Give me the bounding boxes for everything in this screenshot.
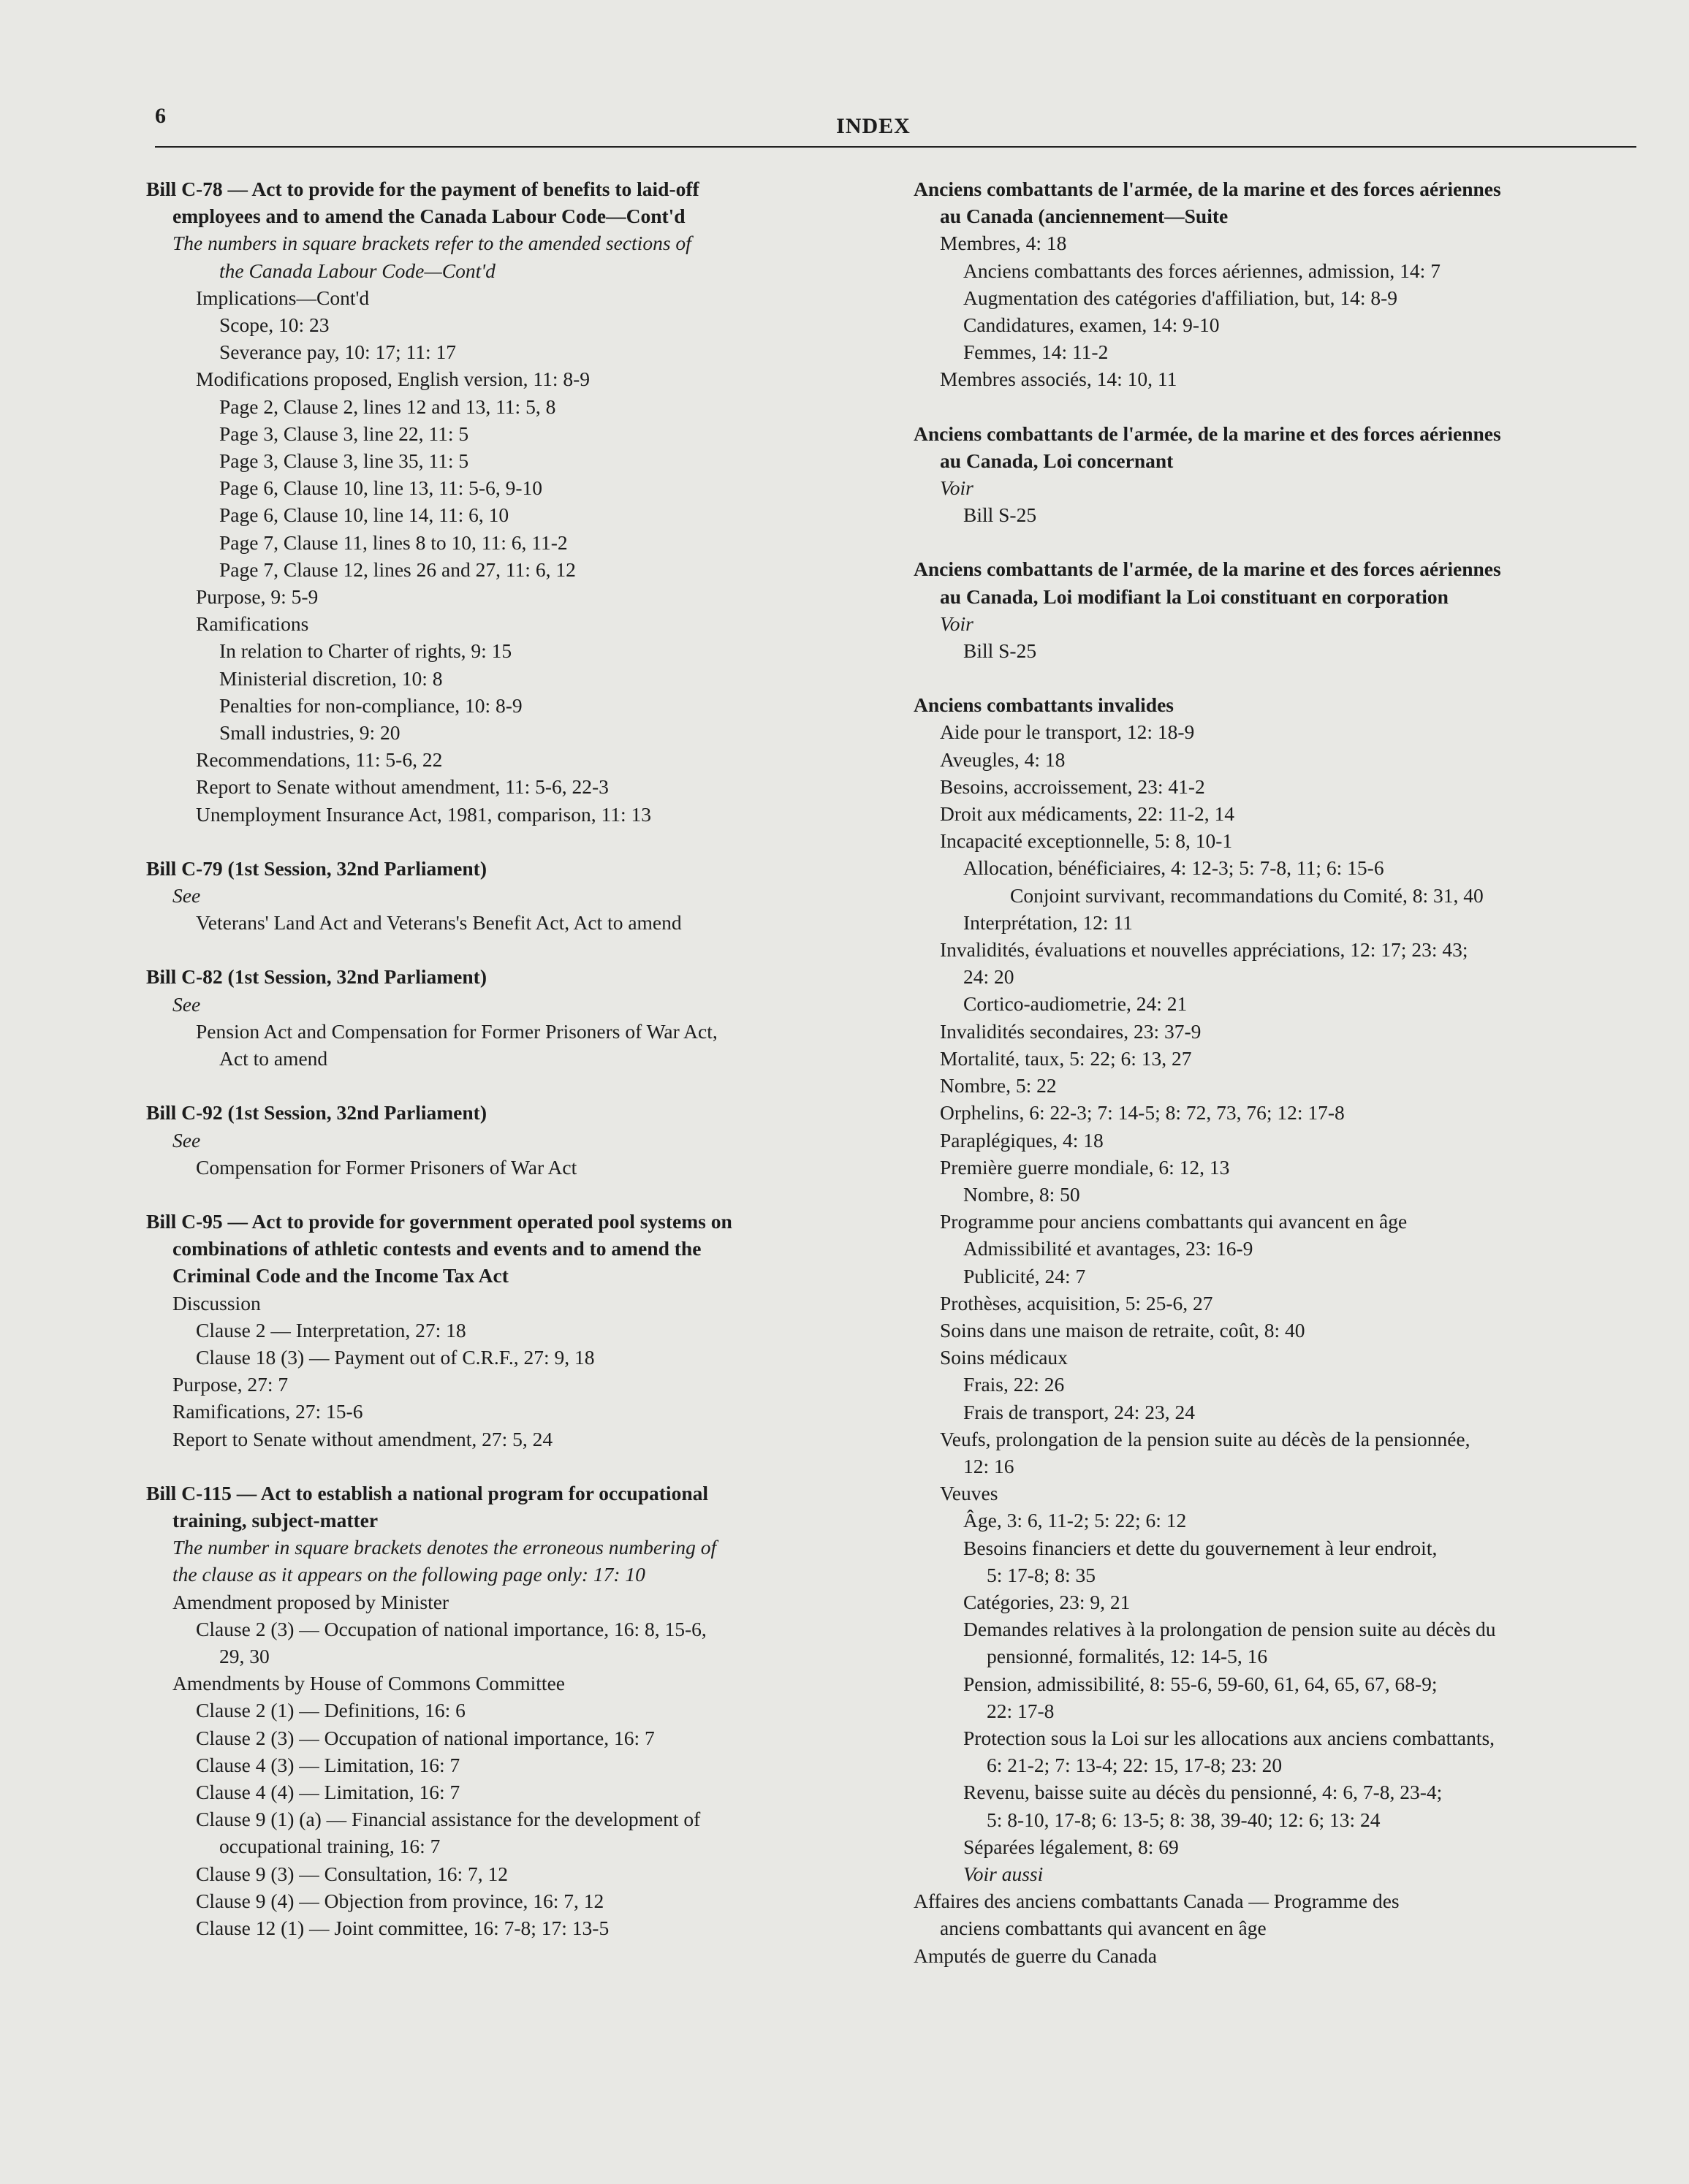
index-entry-line: Membres, 4: 18: [940, 232, 1067, 255]
index-entry-line: 12: 16: [963, 1454, 1014, 1477]
running-head: INDEX: [836, 114, 911, 138]
index-entry-line: Bill S-25: [963, 639, 1037, 663]
index-entry-line: Clause 4 (3) — Limitation, 16: 7: [196, 1753, 460, 1776]
index-entry-line: Publicité, 24: 7: [963, 1264, 1086, 1287]
entry-spacer: [914, 393, 1648, 420]
index-entry-line: Paraplégiques, 4: 18: [940, 1128, 1104, 1152]
index-note-line: The numbers in square brackets refer to the amended sections of: [172, 232, 691, 255]
entry-spacer: [146, 828, 881, 855]
index-entry-line: Clause 12 (1) — Joint committee, 16: 7-8; 17: 13-5: [196, 1916, 610, 1939]
index-entry-line: Frais, 22: 26: [963, 1373, 1065, 1396]
index-entry-line: Aveugles, 4: 18: [940, 747, 1066, 771]
index-entry-line: In relation to Charter of rights, 9: 15: [219, 639, 512, 663]
index-entry-line: Ramifications, 27: 15-6: [172, 1400, 363, 1423]
index-note-line: See: [172, 884, 201, 908]
index-entry-line: Small industries, 9: 20: [219, 721, 401, 745]
index-entry-line: Page 6, Clause 10, line 13, 11: 5-6, 9-10: [219, 476, 542, 500]
index-entry-line: Clause 2 (3) — Occupation of national importance, 16: 7: [196, 1726, 655, 1749]
index-entry-line: Bill S-25: [963, 503, 1037, 527]
index-heading-line: Bill C-115 — Act to establish a national program for occupational: [146, 1481, 709, 1504]
index-note-line: Voir: [940, 612, 973, 635]
index-entry-line: Incapacité exceptionnelle, 5: 8, 10-1: [940, 829, 1233, 853]
index-entry-line: Amendment proposed by Minister: [172, 1590, 449, 1613]
index-entry-line: Invalidités, évaluations et nouvelles appréciations, 12: 17; 23: 43;: [940, 938, 1468, 962]
index-entry-line: Prothèses, acquisition, 5: 25-6, 27: [940, 1291, 1213, 1314]
index-entry-line: Page 3, Clause 3, line 22, 11: 5: [219, 422, 469, 445]
index-entry-line: Augmentation des catégories d'affiliation, but, 14: 8-9: [963, 286, 1398, 309]
index-entry-line: Interprétation, 12: 11: [963, 910, 1133, 934]
index-entry-line: Invalidités secondaires, 23: 37-9: [940, 1019, 1202, 1043]
index-heading-line: Anciens combattants invalides: [914, 693, 1174, 717]
index-entry-line: Cortico-audiometrie, 24: 21: [963, 992, 1188, 1016]
index-heading-line: au Canada (anciennement—Suite: [940, 205, 1229, 228]
index-entry-line: Orphelins, 6: 22-3; 7: 14-5; 8: 72, 73, 76; 12: 17-8: [940, 1101, 1345, 1125]
index-heading-line: Criminal Code and the Income Tax Act: [172, 1264, 509, 1287]
index-note-line: the clause as it appears on the following page only: 17: 10: [172, 1563, 645, 1586]
index-entry-line: Amendments by House of Commons Committee: [172, 1672, 565, 1695]
index-entry-line: Implications—Cont'd: [196, 286, 370, 309]
index-heading-line: au Canada, Loi concernant: [940, 449, 1174, 472]
index-heading-line: Bill C-82 (1st Session, 32nd Parliament): [146, 965, 487, 989]
index-entry-line: Clause 2 (3) — Occupation of national importance, 16: 8, 15-6,: [196, 1617, 707, 1640]
index-heading-line: Bill C-78 — Act to provide for the payment of benefits to laid-off: [146, 178, 699, 200]
index-entry-line: Soins dans une maison de retraite, coût, 8: 40: [940, 1318, 1305, 1342]
index-entry-line: Nombre, 8: 50: [963, 1182, 1080, 1206]
index-entry-line: Pension Act and Compensation for Former Prisoners of War Act,: [196, 1019, 718, 1043]
index-entry-line: Besoins financiers et dette du gouvernement à leur endroit,: [963, 1536, 1438, 1559]
page-number: 6: [155, 104, 166, 128]
left-index-column: [146, 175, 881, 1941]
index-entry-line: Page 7, Clause 11, lines 8 to 10, 11: 6, 11-2: [219, 530, 568, 554]
index-entry-line: Admissibilité et avantages, 23: 16-9: [963, 1237, 1253, 1260]
index-entry-line: Purpose, 9: 5-9: [196, 585, 319, 609]
index-entry-line: Discussion: [172, 1291, 261, 1314]
index-entry-line: Frais de transport, 24: 23, 24: [963, 1400, 1195, 1423]
index-entry-line: Affaires des anciens combattants Canada — Programme des: [914, 1890, 1400, 1913]
index-entry-line: Veufs, prolongation de la pension suite au décès de la pensionnée,: [940, 1427, 1470, 1450]
index-entry-line: Clause 4 (4) — Limitation, 16: 7: [196, 1780, 460, 1803]
index-entry-line: Recommendations, 11: 5-6, 22: [196, 748, 443, 772]
index-entry-line: Revenu, baisse suite au décès du pensionné, 4: 6, 7-8, 23-4;: [963, 1781, 1443, 1804]
right-index-column: [914, 175, 1648, 1969]
index-entry-line: Report to Senate without amendment, 27: 5, 24: [172, 1427, 553, 1450]
index-entry-line: Report to Senate without amendment, 11: 5-6, 22-3: [196, 775, 609, 799]
index-note-line: Voir aussi: [963, 1862, 1044, 1885]
index-entry-line: Allocation, bénéficiaires, 4: 12-3; 5: 7-8, 11; 6: 15-6: [963, 856, 1384, 880]
index-heading-line: Bill C-95 — Act to provide for government operated pool systems on: [146, 1209, 732, 1233]
index-entry-line: Programme pour anciens combattants qui avancent en âge: [940, 1210, 1408, 1233]
index-entry-line: Page 6, Clause 10, line 14, 11: 6, 10: [219, 503, 509, 527]
index-heading-line: Anciens combattants de l'armée, de la marine et des forces aériennes: [914, 558, 1501, 581]
entry-spacer: [914, 528, 1648, 555]
index-entry-line: Soins médicaux: [940, 1346, 1068, 1369]
index-heading-line: Anciens combattants de l'armée, de la marine et des forces aériennes: [914, 422, 1501, 445]
index-entry-line: Anciens combattants des forces aériennes, admission, 14: 7: [963, 259, 1441, 282]
index-entry-line: Catégories, 23: 9, 21: [963, 1590, 1131, 1613]
index-heading-line: combinations of athletic contests and events and to amend the: [172, 1237, 702, 1260]
index-entry-line: Amputés de guerre du Canada: [914, 1944, 1157, 1967]
index-entry-line: Clause 2 — Interpretation, 27: 18: [196, 1318, 466, 1342]
index-entry-line: 29, 30: [219, 1644, 270, 1667]
index-entry-line: Purpose, 27: 7: [172, 1373, 289, 1396]
index-entry-line: occupational training, 16: 7: [219, 1835, 441, 1858]
index-entry-line: Veuves: [940, 1482, 998, 1505]
index-entry-line: Séparées légalement, 8: 69: [963, 1835, 1179, 1858]
entry-spacer: [146, 1072, 881, 1099]
index-entry-line: Ramifications: [196, 612, 309, 636]
index-entry-line: Droit aux médicaments, 22: 11-2, 14: [940, 802, 1234, 826]
index-entry-line: Compensation for Former Prisoners of War Act: [196, 1155, 577, 1179]
index-note-line: See: [172, 1128, 201, 1152]
index-entry-line: 22: 17-8: [987, 1699, 1055, 1722]
index-entry-line: Clause 9 (3) — Consultation, 16: 7, 12: [196, 1862, 508, 1885]
index-entry-line: 6: 21-2; 7: 13-4; 22: 15, 17-8; 23: 20: [987, 1754, 1283, 1777]
index-heading-line: training, subject-matter: [172, 1508, 379, 1532]
index-entry-line: Page 2, Clause 2, lines 12 and 13, 11: 5, 8: [219, 395, 556, 418]
entry-spacer: [146, 1181, 881, 1208]
index-entry-line: Modifications proposed, English version, 11: 8-9: [196, 368, 590, 391]
index-entry-line: Unemployment Insurance Act, 1981, comparison, 11: 13: [196, 802, 651, 826]
index-entry-line: Membres associés, 14: 10, 11: [940, 368, 1177, 391]
index-entry-line: Act to amend: [219, 1047, 328, 1070]
index-entry-line: 5: 8-10, 17-8; 6: 13-5; 8: 38, 39-40; 12: 6; 13: 24: [987, 1808, 1381, 1831]
index-entry-line: Page 7, Clause 12, lines 26 and 27, 11: 6, 12: [219, 558, 576, 581]
index-entry-line: Aide pour le transport, 12: 18-9: [940, 720, 1195, 744]
index-heading-line: Bill C-92 (1st Session, 32nd Parliament): [146, 1101, 487, 1125]
index-note-line: Voir: [940, 476, 973, 500]
index-entry-line: Pension, admissibilité, 8: 55-6, 59-60, 61, 64, 65, 67, 68-9;: [963, 1672, 1438, 1695]
index-entry-line: Conjoint survivant, recommandations du Comité, 8: 31, 40: [1010, 883, 1484, 907]
index-entry-line: 24: 20: [963, 965, 1014, 989]
entry-spacer: [914, 664, 1648, 691]
index-heading-line: Bill C-79 (1st Session, 32nd Parliament): [146, 856, 487, 880]
index-entry-line: Candidatures, examen, 14: 9-10: [963, 313, 1220, 337]
index-entry-line: Ministerial discretion, 10: 8: [219, 666, 443, 690]
index-entry-line: Première guerre mondiale, 6: 12, 13: [940, 1155, 1230, 1179]
index-entry-line: Besoins, accroissement, 23: 41-2: [940, 775, 1205, 798]
index-note-line: See: [172, 992, 201, 1016]
index-heading-line: employees and to amend the Canada Labour Code—Cont'd: [172, 205, 686, 228]
index-entry-line: 5: 17-8; 8: 35: [987, 1563, 1096, 1586]
index-entry-line: Severance pay, 10: 17; 11: 17: [219, 340, 457, 364]
index-entry-line: Demandes relatives à la prolongation de pension suite au décès du: [963, 1618, 1496, 1641]
index-entry-line: Veterans' Land Act and Veterans's Benefit Act, Act to amend: [196, 911, 682, 935]
header-rule: [155, 146, 1636, 148]
index-entry-line: Clause 18 (3) — Payment out of C.R.F., 27: 9, 18: [196, 1345, 595, 1369]
index-entry-line: Scope, 10: 23: [219, 313, 330, 337]
index-entry-line: anciens combattants qui avancent en âge: [940, 1917, 1267, 1940]
index-entry-line: Clause 9 (1) (a) — Financial assistance for the development of: [196, 1808, 701, 1831]
index-entry-line: Mortalité, taux, 5: 22; 6: 13, 27: [940, 1046, 1192, 1070]
index-heading-line: au Canada, Loi modifiant la Loi constituant en corporation: [940, 585, 1449, 608]
index-entry-line: Âge, 3: 6, 11-2; 5: 22; 6: 12: [963, 1509, 1187, 1532]
entry-spacer: [146, 936, 881, 963]
index-entry-line: Protection sous la Loi sur les allocations aux anciens combattants,: [963, 1726, 1495, 1749]
index-entry-line: Penalties for non-compliance, 10: 8-9: [219, 693, 523, 717]
index-entry-line: Femmes, 14: 11-2: [963, 340, 1109, 364]
index-note-line: The number in square brackets denotes the erroneous numbering of: [172, 1536, 717, 1559]
entry-spacer: [146, 1453, 881, 1480]
index-heading-line: Anciens combattants de l'armée, de la marine et des forces aériennes: [914, 178, 1501, 200]
index-entry-line: pensionné, formalités, 12: 14-5, 16: [987, 1645, 1268, 1668]
index-note-line: the Canada Labour Code—Cont'd: [219, 259, 496, 282]
index-entry-line: Nombre, 5: 22: [940, 1074, 1057, 1097]
index-entry-line: Clause 9 (4) — Objection from province, 16: 7, 12: [196, 1889, 604, 1912]
index-entry-line: Page 3, Clause 3, line 35, 11: 5: [219, 449, 469, 473]
index-entry-line: Clause 2 (1) — Definitions, 16: 6: [196, 1699, 466, 1722]
